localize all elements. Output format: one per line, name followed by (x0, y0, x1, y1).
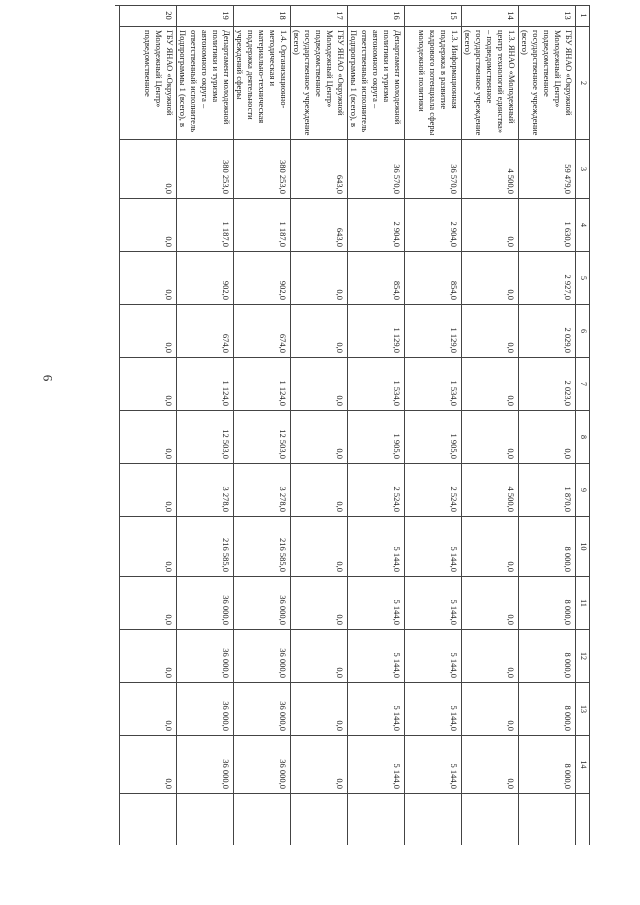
value-cell: 5 144,0 (348, 736, 405, 794)
value-cell: 5 144,0 (405, 517, 462, 577)
value-cell: 2 904,0 (348, 199, 405, 252)
value-cell: 5 144,0 (405, 630, 462, 683)
header-cell: 14 (576, 736, 590, 794)
value-cell: 5 144,0 (348, 630, 405, 683)
header-cell: 1 (576, 5, 590, 27)
table-row (120, 5, 177, 845)
value-cell: 0,0 (120, 305, 177, 358)
value-cell: 36 570,0 (348, 140, 405, 199)
value-cell: 1 187,0 (177, 199, 234, 252)
value-cell: 0,0 (462, 411, 519, 464)
row-number: 18 (234, 5, 291, 27)
value-cell: 1 905,0 (405, 411, 462, 464)
header-cell: 5 (576, 252, 590, 305)
value-cell: 643,0 (291, 199, 348, 252)
value-cell: 0,0 (462, 517, 519, 577)
row-number: 14 (462, 5, 519, 27)
value-cell: 0,0 (120, 199, 177, 252)
value-cell: 0,0 (462, 199, 519, 252)
value-cell: 1 124,0 (234, 358, 291, 411)
value-cell: 8 000,0 (519, 736, 576, 794)
header-cell: 2 (576, 27, 590, 140)
value-cell: 1 124,0 (177, 358, 234, 411)
row-number: 17 (291, 5, 348, 27)
value-cell: 5 144,0 (348, 577, 405, 630)
header-cell: 9 (576, 464, 590, 517)
value-cell: 0,0 (291, 517, 348, 577)
row-name: 1.3. ЯНАО «Молодежный центр технологий единства» – подведомственное государственное учреждение (всего) (462, 27, 519, 140)
value-cell: 0,0 (120, 683, 177, 736)
row-number: 15 (405, 5, 462, 27)
row-name: Департамент молодежной политики и туризма автономного округа – ответственный исполнитель Подпрограммы 1 (всего), в (348, 27, 405, 140)
value-cell: 1 870,0 (519, 464, 576, 517)
value-cell: 36 000,0 (177, 736, 234, 794)
value-cell: 0,0 (291, 577, 348, 630)
header-cell: 8 (576, 411, 590, 464)
value-cell: 36 570,0 (405, 140, 462, 199)
value-cell: 902,0 (177, 252, 234, 305)
table-row (234, 5, 291, 845)
value-cell: 0,0 (462, 630, 519, 683)
value-cell: 36 000,0 (177, 683, 234, 736)
value-cell: 0,0 (291, 411, 348, 464)
value-cell: 4 500,0 (462, 464, 519, 517)
value-cell: 0,0 (519, 411, 576, 464)
value-cell: 0,0 (462, 252, 519, 305)
value-cell: 4 500,0 (462, 140, 519, 199)
value-cell: 643,0 (291, 140, 348, 199)
row-name: ГБУ ЯНАО «Окружной Молодежный Центр» подведомственное государственное учреждение (всего) (291, 27, 348, 140)
value-cell: 2 524,0 (348, 464, 405, 517)
row-divider (119, 5, 120, 845)
row-name: Департамент молодежной политики и туризма автономного округа – ответственный исполнитель Подпрограммы 1 (всего), в (177, 27, 234, 140)
value-cell: 8 000,0 (519, 683, 576, 736)
value-cell: 0,0 (291, 736, 348, 794)
value-cell: 2 023,0 (519, 358, 576, 411)
value-cell: 12 503,0 (234, 411, 291, 464)
value-cell: 854,0 (348, 252, 405, 305)
header-row (576, 5, 590, 845)
table-row (519, 5, 576, 845)
value-cell: 8 000,0 (519, 577, 576, 630)
header-cell: 4 (576, 199, 590, 252)
header-cell: 11 (576, 577, 590, 630)
value-cell: 0,0 (291, 305, 348, 358)
header-cell: 7 (576, 358, 590, 411)
table-row (348, 5, 405, 845)
row-number: 16 (348, 5, 405, 27)
table-row (177, 5, 234, 845)
value-cell: 1 630,0 (519, 199, 576, 252)
value-cell: 0,0 (291, 683, 348, 736)
value-cell: 12 503,0 (177, 411, 234, 464)
value-cell: 1 905,0 (348, 411, 405, 464)
value-cell: 5 144,0 (348, 683, 405, 736)
header-cell: 10 (576, 517, 590, 577)
value-cell: 0,0 (120, 577, 177, 630)
value-cell: 36 000,0 (177, 577, 234, 630)
value-cell: 674,0 (177, 305, 234, 358)
value-cell: 0,0 (462, 305, 519, 358)
value-cell: 36 000,0 (234, 577, 291, 630)
value-cell: 5 144,0 (405, 683, 462, 736)
value-cell: 0,0 (462, 577, 519, 630)
value-cell: 36 000,0 (177, 630, 234, 683)
value-cell: 0,0 (291, 358, 348, 411)
value-cell: 1 534,0 (348, 358, 405, 411)
value-cell: 0,0 (291, 252, 348, 305)
value-cell: 0,0 (462, 683, 519, 736)
row-number: 13 (519, 5, 576, 27)
value-cell: 59 479,0 (519, 140, 576, 199)
value-cell: 1 129,0 (405, 305, 462, 358)
row-name: ГБУ ЯНАО «Окружной Молодежный Центр» подведомственное (120, 27, 177, 140)
value-cell: 5 144,0 (348, 517, 405, 577)
table-row (291, 5, 348, 845)
value-cell: 380 253,0 (177, 140, 234, 199)
value-cell: 1 187,0 (234, 199, 291, 252)
value-cell: 0,0 (120, 517, 177, 577)
value-cell: 1 534,0 (405, 358, 462, 411)
header-cell: 12 (576, 630, 590, 683)
row-name: 1.3. Информационная поддержка в развитие кадрового потенциала сферы молодежной политики (405, 27, 462, 140)
value-cell: 380 253,0 (234, 140, 291, 199)
value-cell: 2 524,0 (405, 464, 462, 517)
budget-table (115, 5, 590, 845)
row-number: 19 (177, 5, 234, 27)
value-cell: 5 144,0 (405, 736, 462, 794)
row-divider (589, 5, 590, 845)
value-cell: 36 000,0 (234, 736, 291, 794)
value-cell: 0,0 (120, 736, 177, 794)
table-row (462, 5, 519, 845)
table-left-border (115, 5, 590, 6)
value-cell: 8 000,0 (519, 517, 576, 577)
value-cell: 36 000,0 (234, 683, 291, 736)
table-row (405, 5, 462, 845)
value-cell: 0,0 (120, 464, 177, 517)
value-cell: 0,0 (120, 411, 177, 464)
row-name: ГБУ ЯНАО «Окружной Молодежный Центр» подведомственное государственное учреждение (всего) (519, 27, 576, 140)
value-cell: 3 278,0 (234, 464, 291, 517)
value-cell: 0,0 (291, 464, 348, 517)
rotated-page (115, 5, 590, 845)
row-number: 20 (120, 5, 177, 27)
value-cell: 216 585,0 (234, 517, 291, 577)
value-cell: 216 585,0 (177, 517, 234, 577)
value-cell: 2 029,0 (519, 305, 576, 358)
value-cell: 3 278,0 (177, 464, 234, 517)
value-cell: 0,0 (120, 252, 177, 305)
value-cell: 674,0 (234, 305, 291, 358)
value-cell: 8 000,0 (519, 630, 576, 683)
value-cell: 1 129,0 (348, 305, 405, 358)
value-cell: 0,0 (462, 736, 519, 794)
value-cell: 2 904,0 (405, 199, 462, 252)
header-cell: 3 (576, 140, 590, 199)
value-cell: 0,0 (462, 358, 519, 411)
value-cell: 0,0 (120, 630, 177, 683)
value-cell: 36 000,0 (234, 630, 291, 683)
row-name: 1.4. Организационно-методическая и материально-техническая поддержка деятельности учреждений сферы (234, 27, 291, 140)
value-cell: 5 144,0 (405, 577, 462, 630)
value-cell: 0,0 (120, 358, 177, 411)
header-cell: 13 (576, 683, 590, 736)
header-cell: 6 (576, 305, 590, 358)
page-number: 6 (40, 374, 56, 382)
value-cell: 0,0 (120, 140, 177, 199)
value-cell: 0,0 (291, 630, 348, 683)
value-cell: 854,0 (405, 252, 462, 305)
value-cell: 2 927,0 (519, 252, 576, 305)
value-cell: 902,0 (234, 252, 291, 305)
